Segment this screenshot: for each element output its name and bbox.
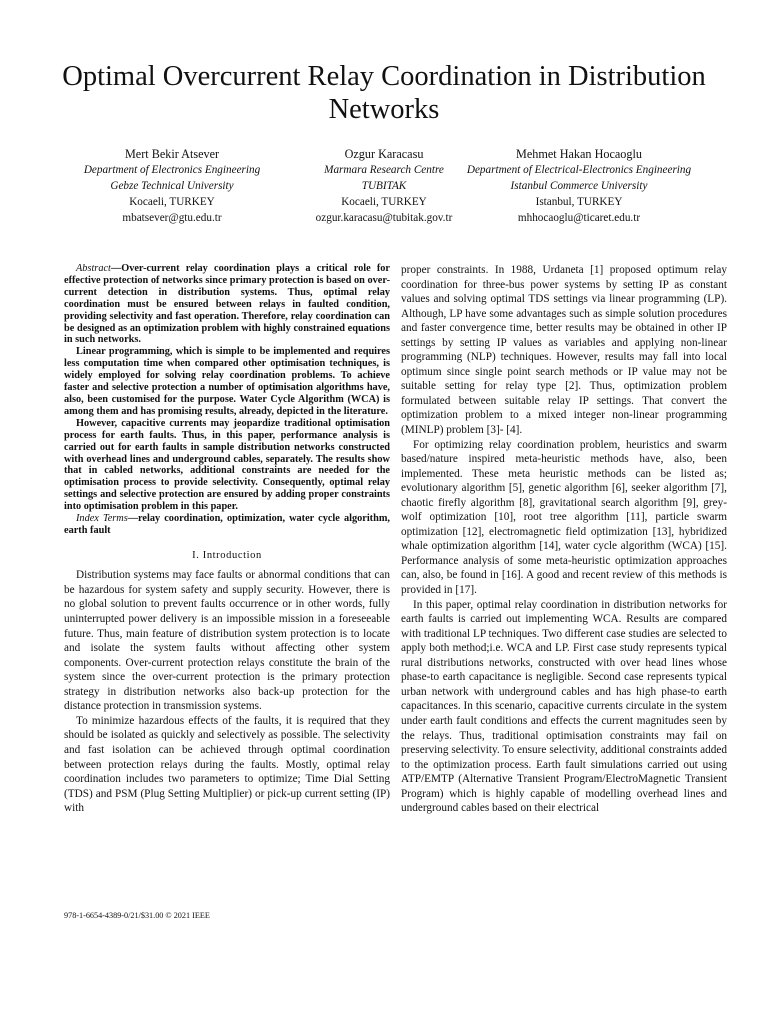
author-3	[440, 146, 718, 226]
author-location: Kocaeli, TURKEY	[129, 196, 215, 208]
body-paragraph: For optimizing relay coordination problem, heuristics and swarm based/nature inspired meta-heuristic methods have, also, been implemented. These meta heuristic methods can be listed as; evolutionary algorithm [5], genetic algorithm [6], seeker algorithm [7], chaotic firefly algorithm [8], gravitational search algorithm [9], grey-wolf optimization [10], root tree algorithm [11], particle swarm optimization [12], electromagnetic field optimization [13], hybridized whale optimization algorithm [14], water cycle algorithm (WCA) [15]. Performance analysis of some meta-heuristic optimization approaches can, also, be found in [16]. A good and recent review of this methods is provided in [17].	[401, 438, 727, 597]
author-department: Department of Electrical-Electronics Engineering	[466, 164, 692, 176]
author-location: Istanbul, TURKEY	[535, 196, 623, 208]
author-name: Mehmet Hakan Hocaoglu	[516, 147, 642, 161]
abstract-paragraph: Abstract—Over-current relay coordination plays a critical role for effective protection of networks since primary protection is based on over-current detection in distribution systems. Thus, optimal relay coordination must be ensured between relays in faulted condition, providing selectivity and fast operation. Therefore, relay coordination can be designed as an optimization problem with highly constrained equations in such networks.	[64, 263, 390, 346]
copyright-footer: 978-1-6654-4389-0/21/$31.00 © 2021 IEEE	[64, 911, 210, 920]
abstract-paragraph: However, capacitive currents may jeopardize traditional optimisation process for earth faults. Thus, in this paper, performance analysis is carried out for earth faults in sample distribution networks constructed with overhead lines and underground cables, separately. The results show that in cabled networks, additional constraints are needed for the optimisation process to provide selectivity. Consequently, optimal relay settings and selective protection are ensured by adding proper constraints into optimisation problem in this paper.	[64, 417, 390, 513]
author-department: Marmara Research Centre	[324, 164, 444, 176]
right-column	[401, 263, 727, 816]
body-paragraph: Distribution systems may face faults or abnormal conditions that can be hazardous for system safety and supply security. However, there is no global solution to prevent faults occurrence or in other words, fully uninterrupted power delivery is an impossible mission in a foreseeable future. Thus, main feature of distribution system protection is to locate and isolate the system faults without affecting other system components. Over-current protection relays constitute the brain of the system since the over-current protection is the primary protection strategy in distribution networks also back-up protection for the distance protection in transmission systems.	[64, 569, 390, 713]
abstract-label: Abstract	[76, 263, 111, 274]
body-paragraph: To minimize hazardous effects of the faults, it is required that they should be isolated as quickly and selectively as possible. The selectivity and fast isolation can be achieved through optimal coordination between protection relays during the faults. Mostly, optimal relay coordination includes two parameters to optimize; Time Dial Setting (TDS) and PSM (Plug Setting Multiplier) or pick-up current setting (IP) with	[64, 714, 390, 815]
author-location: Kocaeli, TURKEY	[341, 196, 427, 208]
author-organization: TUBITAK	[361, 180, 407, 192]
index-terms: Index Terms—relay coordination, optimization, water cycle algorithm, earth fault	[64, 513, 390, 536]
author-organization: Istanbul Commerce University	[510, 180, 648, 192]
author-email: mbatsever@gtu.edu.tr	[122, 212, 222, 224]
body-paragraph: In this paper, optimal relay coordination in distribution networks for earth faults is carried out implementing WCA. Results are compared with traditional LP techniques. Two different case studies are selected to apply both method;i.e. WCA and LP. First case study represents typical rural distributions networks, constructed with over head lines whose phase-to earth capacitance is negligible. Second case represents typical urban network with underground cables and has high phase-to earth capacitances. In this scenario, capacitive currents circulate in the system under earth fault conditions and effects the current magnitudes seen by the relays. Thus, traditional optimisation constraints may fail on preserving selectivity. To ensure selectivity, additional constraints added to the optimization process. Earth fault simulations carried out using ATP/EMTP (Alternative Transient Program/ElectroMagnetic Transient Program) which is highly capable of modelling overhead lines and underground cables based on their electrical	[401, 598, 727, 815]
author-organization: Gebze Technical University	[110, 180, 234, 192]
abstract	[64, 263, 390, 537]
section-heading: I. Introduction	[192, 549, 262, 561]
body-paragraph: proper constraints. In 1988, Urdaneta [1] proposed optimum relay coordination for three-bus power systems by setting IP as constant values and solving optimal TDS settings via linear programming (LP). Although, LP have some advantages such as simple solution procedures and faster convergence time, better results may be obtained in other IP settings by setting IP values as variables and applying non-linear programming (NLP) techniques. However, results may fall into local optimum since single point search methods or IP value may not be suitable setting for relay type [2]. Thus, optimization problem formulated between suitable relay IP settings. That convert the optimization problem to a mixed integer non-linear programming (MINLP) problem [3]- [4].	[401, 264, 727, 437]
author-email: ozgur.karacasu@tubitak.gov.tr	[315, 212, 453, 224]
paper-title: Optimal Overcurrent Relay Coordination in Distribution Networks	[62, 61, 706, 125]
author-email: mhhocaoglu@ticaret.edu.tr	[517, 212, 641, 224]
author-name: Ozgur Karacasu	[344, 147, 424, 161]
author-name: Mert Bekir Atsever	[124, 147, 220, 161]
index-terms-label: Index Terms	[76, 513, 128, 525]
author-department: Department of Electronics Engineering	[83, 164, 261, 176]
left-column	[64, 263, 390, 816]
abstract-paragraph: Linear programming, which is simple to be implemented and requires less computation time when compared other optimisation techniques, is widely employed for solving relay coordination problems. To achieve faster and selective protection a number of optimisation algorithms have, also, been customised for the purpose. Water Cycle Algorithm (WCA) is among them and has promising results, already, depicted in the literature.	[64, 346, 390, 417]
author-1	[40, 146, 304, 226]
author-block	[40, 146, 728, 226]
